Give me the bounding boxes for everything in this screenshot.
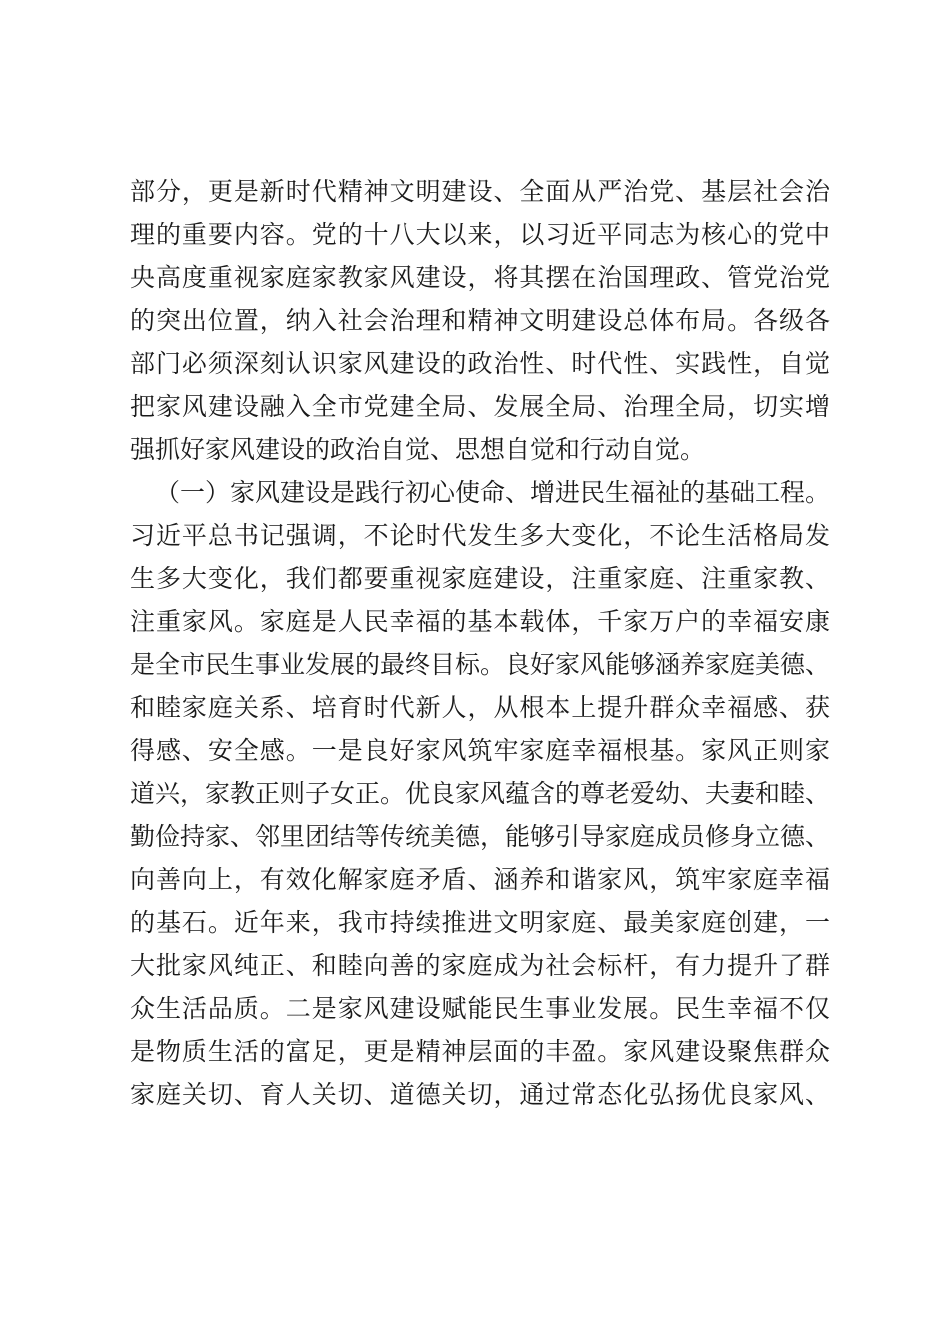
text-line: 部门必须深刻认识家风建设的政治性、时代性、实践性，自觉 bbox=[130, 349, 830, 378]
text-line: 的突出位置，纳入社会治理和精神文明建设总体布局。各级各 bbox=[130, 306, 830, 335]
text-line: 得感、安全感。一是良好家风筑牢家庭幸福根基。家风正则家 bbox=[130, 736, 830, 765]
text-line: 央高度重视家庭家教家风建设，将其摆在治国理政、管党治党 bbox=[130, 263, 830, 292]
text-line: 的基石。近年来，我市持续推进文明家庭、最美家庭创建，一 bbox=[130, 908, 830, 937]
text-line: 道兴，家教正则子女正。优良家风蕴含的尊老爱幼、夫妻和睦、 bbox=[130, 779, 831, 808]
paragraph-2 bbox=[130, 471, 830, 1116]
text-line: 部分，更是新时代精神文明建设、全面从严治党、基层社会治 bbox=[130, 177, 830, 206]
text-line: 勤俭持家、邻里团结等传统美德，能够引导家庭成员修身立德、 bbox=[130, 822, 831, 851]
section-heading-line: （一）家风建设是践行初心使命、增进民生福祉的基础工程。 bbox=[155, 478, 831, 507]
text-line: 生多大变化，我们都要重视家庭建设，注重家庭、注重家教、 bbox=[130, 564, 830, 593]
text-line: 理的重要内容。党的十八大以来，以习近平同志为核心的党中 bbox=[130, 220, 830, 249]
text-line: 大批家风纯正、和睦向善的家庭成为社会标杆，有力提升了群 bbox=[130, 951, 830, 980]
body-text bbox=[130, 170, 830, 1116]
text-line: 和睦家庭关系、培育时代新人，从根本上提升群众幸福感、获 bbox=[130, 693, 830, 722]
text-line: 习近平总书记强调，不论时代发生多大变化，不论生活格局发 bbox=[130, 521, 830, 550]
paragraph-1 bbox=[130, 170, 830, 471]
text-line: 众生活品质。二是家风建设赋能民生事业发展。民生幸福不仅 bbox=[130, 994, 830, 1023]
text-line: 是全市民生事业发展的最终目标。良好家风能够涵养家庭美德、 bbox=[130, 650, 831, 679]
text-line: 家庭关切、育人关切、道德关切，通过常态化弘扬优良家风、 bbox=[130, 1080, 830, 1109]
text-line: 把家风建设融入全市党建全局、发展全局、治理全局，切实增 bbox=[130, 392, 830, 421]
text-line: 是物质生活的富足，更是精神层面的丰盈。家风建设聚焦群众 bbox=[130, 1037, 830, 1066]
text-line: 强抓好家风建设的政治自觉、思想自觉和行动自觉。 bbox=[130, 435, 706, 464]
text-line: 向善向上，有效化解家庭矛盾、涵养和谐家风，筑牢家庭幸福 bbox=[130, 865, 830, 894]
text-line: 注重家风。家庭是人民幸福的基本载体，千家万户的幸福安康 bbox=[130, 607, 830, 636]
